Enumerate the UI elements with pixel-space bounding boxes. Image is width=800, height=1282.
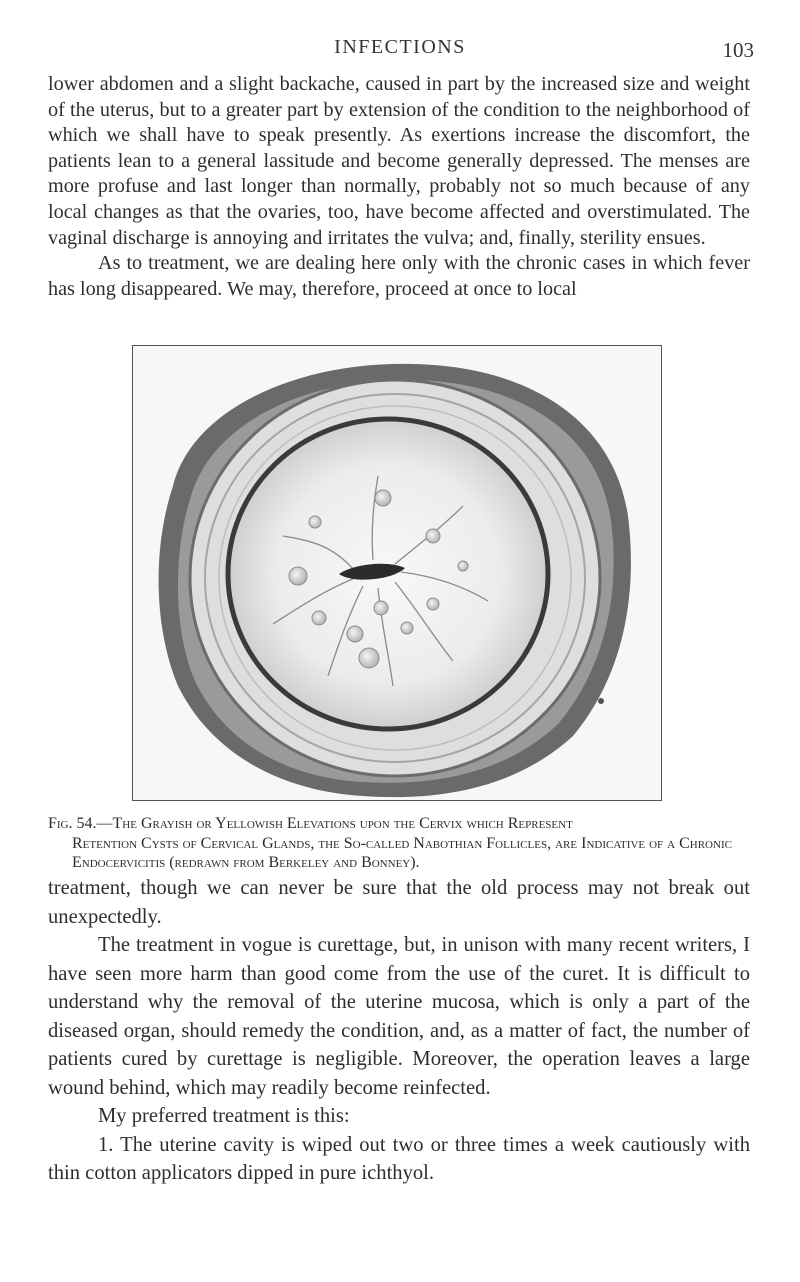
body-text-top [48, 72, 750, 302]
paragraph: lower abdomen and a slight backache, caused in part by the increased size and weight of the uterus, but to a greater part by extension of the condition to the neighborhood of which we shall have to speak presently. As exertions increase the discomfort, the patients lean to a general lassitude and become generally depressed. The menses are more profuse and last longer than normally, probably not so much because of any local changes as that the ovaries, too, have become affected and overstimulated. The vaginal discharge is annoying and irritates the vulva; and, finally, sterility ensues. [48, 73, 750, 249]
caption-line: Retention Cysts of Cervical Glands, the So-called Nabothian Follicles, are Indicative of a Chronic Endocervicitis (redrawn from Berkeley and Bonney). [72, 834, 732, 871]
list-item: 1. The uterine cavity is wiped out two or three times a week cautiously with thin cotton applicators dipped in pure ichthyol. [48, 1133, 750, 1184]
cervix-drawing [133, 346, 661, 800]
figure-label: Fig. 54. [48, 815, 97, 832]
paragraph: As to treatment, we are dealing here only with the chronic cases in which fever has long disappeared. We may, therefore, proceed at once to local [48, 252, 750, 300]
running-head: INFECTIONS [334, 36, 466, 58]
caption-line: —The Grayish or Yellowish Elevations upon the Cervix which Represent [96, 815, 573, 832]
page-number: 103 [722, 38, 754, 62]
figure-caption [48, 814, 752, 873]
body-text-bottom [48, 874, 750, 1188]
figure-illustration [132, 345, 662, 801]
paragraph: My preferred treatment is this: [98, 1105, 350, 1127]
paragraph: The treatment in vogue is curettage, but, in unison with many recent writers, I have seen more harm than good come from the use of the curet. It is difficult to understand why the removal of the uterine mucosa, which is only a part of the diseased organ, should remedy the condition, and, as a matter of fact, the number of patients cured by curettage is negligible. Moreover, the operation leaves a large wound behind, which may readily become reinfected. [48, 934, 750, 1099]
paragraph: treatment, though we can never be sure that the old process may not break out unexpectedly. [48, 877, 750, 928]
